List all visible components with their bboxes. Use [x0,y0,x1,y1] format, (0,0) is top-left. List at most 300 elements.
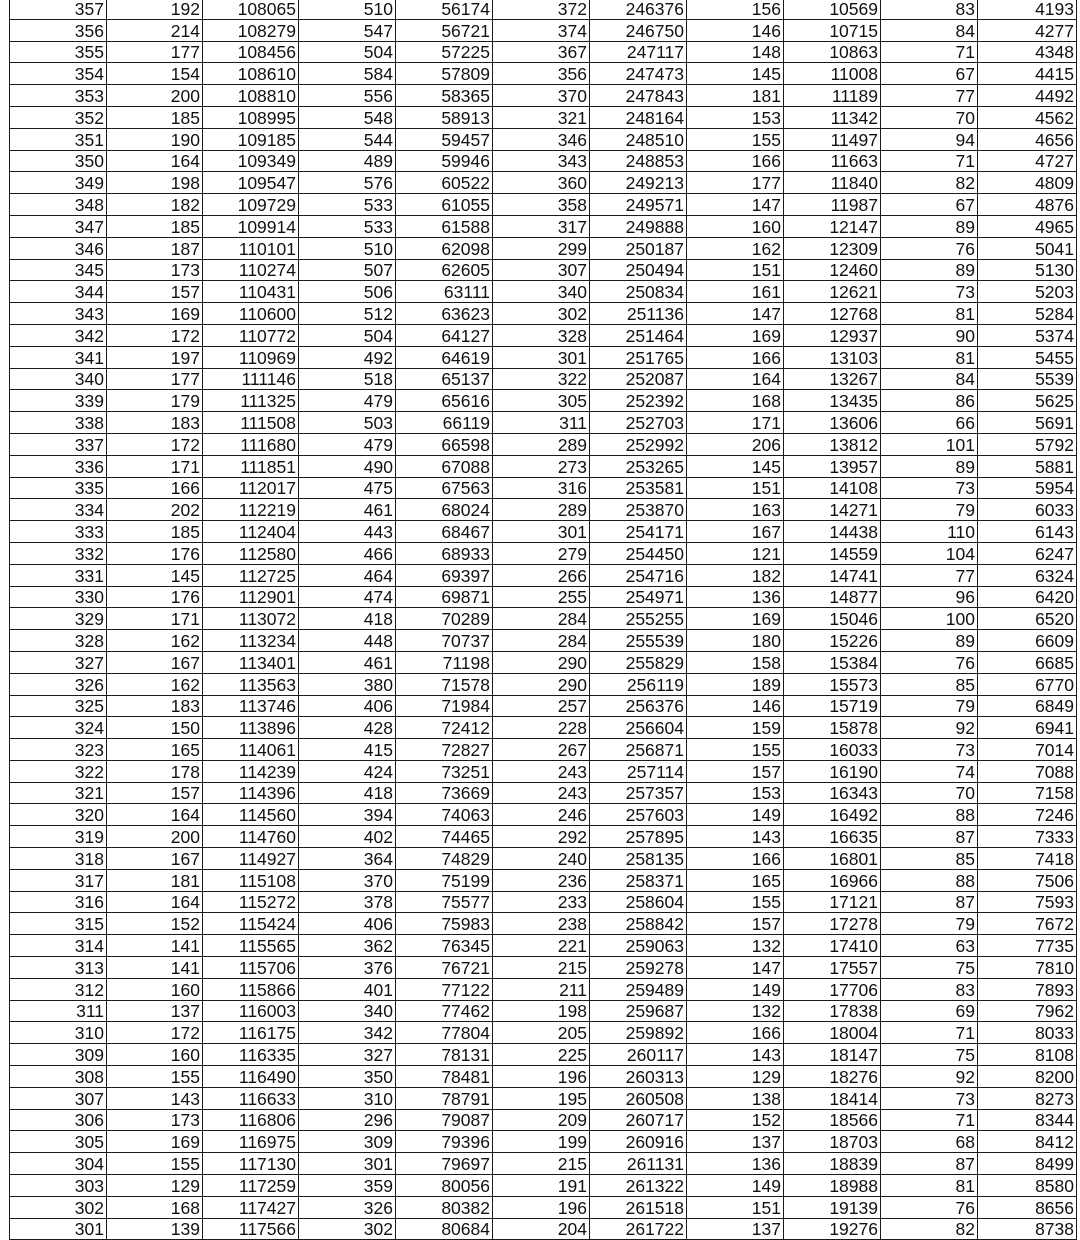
table-cell: 89 [881,259,978,281]
table-cell: 115108 [203,869,299,891]
table-cell: 204 [493,1218,590,1240]
table-cell: 90 [881,324,978,346]
table-cell: 74 [881,760,978,782]
table-cell: 111851 [203,455,299,477]
table-cell: 5130 [978,259,1077,281]
table-cell: 7158 [978,782,1077,804]
table-cell: 169 [687,608,784,630]
table-cell: 166 [687,346,784,368]
table-cell: 116003 [203,1000,299,1022]
table-row [10,303,1077,325]
table-cell: 250834 [590,281,687,303]
table-cell: 94 [881,128,978,150]
table-cell: 307 [10,1087,107,1109]
table-cell: 356 [493,63,590,85]
table-cell: 198 [107,172,203,194]
table-cell: 461 [299,651,396,673]
table-cell: 111680 [203,433,299,455]
table-cell: 556 [299,85,396,107]
table-cell: 259892 [590,1022,687,1044]
table-cell: 198 [493,1000,590,1022]
table-cell: 195 [493,1087,590,1109]
table-cell: 6941 [978,717,1077,739]
table-cell: 257357 [590,782,687,804]
table-row [10,826,1077,848]
table-cell: 345 [10,259,107,281]
table-cell: 315 [10,913,107,935]
table-cell: 112580 [203,542,299,564]
table-cell: 273 [493,455,590,477]
table-cell: 70737 [396,630,493,652]
score-distribution-sheet [9,0,1076,1240]
table-cell: 326 [10,673,107,695]
table-cell: 254450 [590,542,687,564]
table-cell: 151 [687,1196,784,1218]
table-cell: 113563 [203,673,299,695]
table-cell: 15046 [784,608,881,630]
table-cell: 87 [881,826,978,848]
table-cell: 448 [299,630,396,652]
table-cell: 80684 [396,1218,493,1240]
table-cell: 75 [881,957,978,979]
table-cell: 7672 [978,913,1077,935]
table-cell: 296 [299,1109,396,1131]
table-cell: 8033 [978,1022,1077,1044]
table-cell: 16190 [784,760,881,782]
table-cell: 77 [881,85,978,107]
table-cell: 163 [687,499,784,521]
table-cell: 8580 [978,1175,1077,1197]
table-cell: 81 [881,1175,978,1197]
table-cell: 503 [299,412,396,434]
table-row [10,1044,1077,1066]
table-cell: 152 [687,1109,784,1131]
table-cell: 259063 [590,935,687,957]
table-cell: 261518 [590,1196,687,1218]
table-cell: 114760 [203,826,299,848]
table-cell: 329 [10,608,107,630]
table-cell: 14559 [784,542,881,564]
table-cell: 85 [881,848,978,870]
table-cell: 7506 [978,869,1077,891]
table-cell: 7735 [978,935,1077,957]
table-cell: 261322 [590,1175,687,1197]
table-cell: 76 [881,237,978,259]
table-cell: 137 [687,1218,784,1240]
table-cell: 87 [881,891,978,913]
table-cell: 159 [687,717,784,739]
table-cell: 256376 [590,695,687,717]
table-cell: 84 [881,368,978,390]
table-row [10,978,1077,1000]
table-cell: 65137 [396,368,493,390]
table-cell: 4876 [978,194,1077,216]
table-cell: 6520 [978,608,1077,630]
table-cell: 335 [10,477,107,499]
table-cell: 71 [881,150,978,172]
table-cell: 402 [299,826,396,848]
table-cell: 167 [687,521,784,543]
table-cell: 75199 [396,869,493,891]
table-cell: 5954 [978,477,1077,499]
table-row [10,1153,1077,1175]
table-cell: 205 [493,1022,590,1044]
table-cell: 474 [299,586,396,608]
table-cell: 250494 [590,259,687,281]
table-cell: 67 [881,63,978,85]
table-cell: 401 [299,978,396,1000]
table-cell: 160 [107,1044,203,1066]
table-cell: 4348 [978,41,1077,63]
table-cell: 12460 [784,259,881,281]
table-cell: 17557 [784,957,881,979]
table-cell: 155 [687,891,784,913]
table-cell: 155 [687,739,784,761]
table-cell: 305 [493,390,590,412]
table-cell: 185 [107,215,203,237]
table-cell: 380 [299,673,396,695]
table-cell: 301 [10,1218,107,1240]
table-cell: 62098 [396,237,493,259]
table-cell: 117427 [203,1196,299,1218]
table-cell: 533 [299,215,396,237]
table-cell: 61055 [396,194,493,216]
table-row [10,259,1077,281]
table-cell: 156 [687,0,784,19]
table-cell: 254971 [590,586,687,608]
table-cell: 176 [107,542,203,564]
table-cell: 110431 [203,281,299,303]
table-cell: 13267 [784,368,881,390]
table-cell: 110969 [203,346,299,368]
table-cell: 5881 [978,455,1077,477]
table-row [10,1087,1077,1109]
table-cell: 4656 [978,128,1077,150]
table-cell: 461 [299,499,396,521]
table-cell: 143 [687,826,784,848]
table-cell: 132 [687,935,784,957]
table-cell: 547 [299,19,396,41]
table-cell: 260717 [590,1109,687,1131]
table-cell: 362 [299,935,396,957]
table-cell: 167 [107,651,203,673]
table-cell: 139 [107,1218,203,1240]
score-table [9,0,1077,1240]
table-cell: 66119 [396,412,493,434]
table-cell: 196 [493,1066,590,1088]
table-cell: 71 [881,1109,978,1131]
table-cell: 406 [299,695,396,717]
table-cell: 507 [299,259,396,281]
table-row [10,412,1077,434]
table-cell: 255829 [590,651,687,673]
table-cell: 252992 [590,433,687,455]
table-cell: 182 [687,564,784,586]
table-cell: 301 [493,521,590,543]
table-cell: 284 [493,608,590,630]
table-cell: 248510 [590,128,687,150]
table-cell: 11663 [784,150,881,172]
table-cell: 257895 [590,826,687,848]
table-cell: 181 [687,85,784,107]
table-cell: 76 [881,1196,978,1218]
table-cell: 68933 [396,542,493,564]
table-cell: 147 [687,194,784,216]
table-cell: 66598 [396,433,493,455]
table-cell: 78791 [396,1087,493,1109]
table-cell: 85 [881,673,978,695]
table-row [10,630,1077,652]
table-cell: 533 [299,194,396,216]
table-cell: 466 [299,542,396,564]
table-cell: 116175 [203,1022,299,1044]
table-cell: 12147 [784,215,881,237]
table-cell: 372 [493,0,590,19]
table-cell: 289 [493,499,590,521]
table-cell: 257603 [590,804,687,826]
table-cell: 247843 [590,85,687,107]
table-row [10,521,1077,543]
table-cell: 202 [107,499,203,521]
table-cell: 255 [493,586,590,608]
table-cell: 149 [687,1175,784,1197]
table-cell: 7962 [978,1000,1077,1022]
table-cell: 166 [687,150,784,172]
table-cell: 172 [107,1022,203,1044]
table-cell: 65616 [396,390,493,412]
table-cell: 443 [299,521,396,543]
table-cell: 11008 [784,63,881,85]
table-cell: 261131 [590,1153,687,1175]
table-cell: 11497 [784,128,881,150]
table-cell: 66 [881,412,978,434]
table-cell: 79 [881,913,978,935]
table-cell: 114239 [203,760,299,782]
table-cell: 428 [299,717,396,739]
table-cell: 4277 [978,19,1077,41]
table-cell: 162 [107,673,203,695]
table-row [10,1196,1077,1218]
table-cell: 504 [299,41,396,63]
table-row [10,651,1077,673]
table-cell: 257114 [590,760,687,782]
table-cell: 584 [299,63,396,85]
table-cell: 311 [10,1000,107,1022]
table-row [10,564,1077,586]
table-cell: 96 [881,586,978,608]
table-cell: 148 [687,41,784,63]
table-row [10,957,1077,979]
table-cell: 77462 [396,1000,493,1022]
table-cell: 346 [493,128,590,150]
table-cell: 79 [881,695,978,717]
table-cell: 162 [107,630,203,652]
table-cell: 77122 [396,978,493,1000]
table-cell: 464 [299,564,396,586]
table-cell: 177 [107,368,203,390]
table-cell: 110772 [203,324,299,346]
table-row [10,499,1077,521]
table-cell: 149 [687,804,784,826]
table-cell: 115424 [203,913,299,935]
table-row [10,869,1077,891]
table-cell: 5455 [978,346,1077,368]
table-cell: 13812 [784,433,881,455]
table-cell: 71578 [396,673,493,695]
table-cell: 109547 [203,172,299,194]
table-cell: 16343 [784,782,881,804]
table-cell: 304 [10,1153,107,1175]
table-cell: 279 [493,542,590,564]
table-cell: 344 [10,281,107,303]
table-row [10,935,1077,957]
table-row [10,324,1077,346]
table-cell: 339 [10,390,107,412]
table-cell: 334 [10,499,107,521]
table-cell: 576 [299,172,396,194]
table-cell: 199 [493,1131,590,1153]
table-cell: 137 [107,1000,203,1022]
table-cell: 8200 [978,1066,1077,1088]
table-cell: 10863 [784,41,881,63]
table-cell: 302 [493,303,590,325]
table-cell: 77 [881,564,978,586]
table-row [10,41,1077,63]
table-cell: 251765 [590,346,687,368]
table-cell: 354 [10,63,107,85]
table-cell: 155 [107,1153,203,1175]
table-cell: 260916 [590,1131,687,1153]
table-cell: 16492 [784,804,881,826]
table-cell: 100 [881,608,978,630]
table-cell: 317 [493,215,590,237]
table-cell: 16033 [784,739,881,761]
table-cell: 173 [107,259,203,281]
table-cell: 165 [687,869,784,891]
table-cell: 146 [687,695,784,717]
table-cell: 260117 [590,1044,687,1066]
table-cell: 221 [493,935,590,957]
table-cell: 243 [493,760,590,782]
table-cell: 63 [881,935,978,957]
table-cell: 8108 [978,1044,1077,1066]
table-cell: 115706 [203,957,299,979]
table-cell: 117566 [203,1218,299,1240]
table-cell: 141 [107,957,203,979]
table-cell: 209 [493,1109,590,1131]
table-cell: 76 [881,651,978,673]
table-cell: 64127 [396,324,493,346]
table-row [10,608,1077,630]
table-cell: 340 [299,1000,396,1022]
table-cell: 376 [299,957,396,979]
table-cell: 370 [493,85,590,107]
table-cell: 189 [687,673,784,695]
table-cell: 166 [687,1022,784,1044]
table-cell: 67563 [396,477,493,499]
table-cell: 114927 [203,848,299,870]
table-cell: 68024 [396,499,493,521]
table-cell: 343 [10,303,107,325]
table-cell: 190 [107,128,203,150]
table-row [10,542,1077,564]
table-cell: 177 [687,172,784,194]
table-cell: 57809 [396,63,493,85]
table-cell: 88 [881,869,978,891]
table-cell: 180 [687,630,784,652]
table-cell: 79 [881,499,978,521]
table-cell: 19276 [784,1218,881,1240]
table-row [10,891,1077,913]
table-cell: 18004 [784,1022,881,1044]
table-cell: 114560 [203,804,299,826]
table-cell: 72827 [396,739,493,761]
table-cell: 301 [493,346,590,368]
table-cell: 121 [687,542,784,564]
table-cell: 129 [687,1066,784,1088]
table-cell: 313 [10,957,107,979]
table-cell: 89 [881,630,978,652]
table-cell: 249213 [590,172,687,194]
table-cell: 83 [881,0,978,19]
table-cell: 113401 [203,651,299,673]
table-cell: 17706 [784,978,881,1000]
table-cell: 166 [687,848,784,870]
table-cell: 5284 [978,303,1077,325]
table-cell: 378 [299,891,396,913]
table-cell: 258842 [590,913,687,935]
table-cell: 153 [687,782,784,804]
table-cell: 248853 [590,150,687,172]
table-cell: 479 [299,390,396,412]
table-cell: 12937 [784,324,881,346]
table-cell: 73 [881,281,978,303]
table-cell: 13957 [784,455,881,477]
table-cell: 19139 [784,1196,881,1218]
table-cell: 250187 [590,237,687,259]
table-cell: 155 [107,1066,203,1088]
table-cell: 475 [299,477,396,499]
table-cell: 333 [10,521,107,543]
table-cell: 256119 [590,673,687,695]
table-cell: 332 [10,542,107,564]
table-cell: 14108 [784,477,881,499]
table-cell: 160 [107,978,203,1000]
table-cell: 253870 [590,499,687,521]
table-cell: 306 [10,1109,107,1131]
table-cell: 290 [493,651,590,673]
table-cell: 314 [10,935,107,957]
table-cell: 251464 [590,324,687,346]
table-cell: 327 [299,1044,396,1066]
table-cell: 10569 [784,0,881,19]
table-cell: 492 [299,346,396,368]
table-cell: 155 [687,128,784,150]
table-cell: 108995 [203,106,299,128]
table-cell: 92 [881,1066,978,1088]
table-cell: 172 [107,324,203,346]
table-cell: 11189 [784,85,881,107]
table-cell: 267 [493,739,590,761]
table-cell: 112404 [203,521,299,543]
table-cell: 418 [299,608,396,630]
table-cell: 330 [10,586,107,608]
table-cell: 11342 [784,106,881,128]
table-cell: 146 [687,19,784,41]
table-cell: 301 [299,1153,396,1175]
table-cell: 182 [107,194,203,216]
table-cell: 80382 [396,1196,493,1218]
